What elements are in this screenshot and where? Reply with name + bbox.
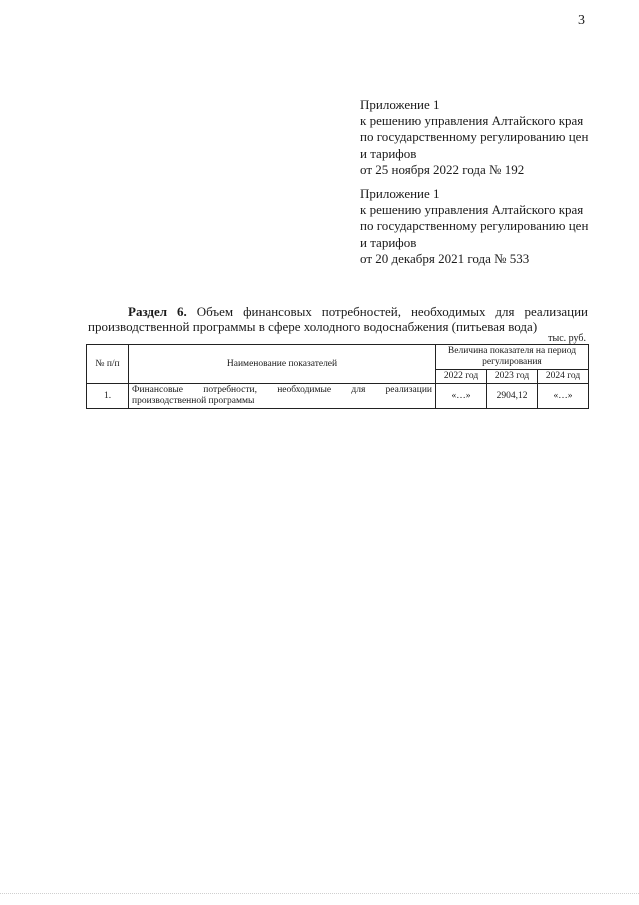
header-num: № п/п [87, 345, 129, 384]
appendix-line: Приложение 1 [360, 186, 440, 201]
section-title-part1: Объем финансовых потребностей, необходимых для реализации [196, 304, 588, 319]
appendix-line: к решению управления Алтайского края [360, 113, 584, 129]
appendix-line: по государственному регулированию цен [360, 129, 589, 145]
appendix-current [360, 97, 588, 178]
header-year: 2023 год [487, 370, 538, 384]
header-year: 2022 год [436, 370, 487, 384]
header-name: Наименование показателей [129, 345, 436, 384]
table-header-row [87, 345, 589, 370]
appendix-line: от 25 ноября 2022 года № 192 [360, 161, 525, 177]
header-year: 2024 год [538, 370, 589, 384]
appendix-previous [360, 186, 588, 267]
header-period-group: Величина показателя на период регулирования [436, 345, 589, 370]
appendix-line: и тарифов [360, 234, 417, 250]
row-num: 1. [87, 384, 129, 409]
appendix-line: Приложение 1 [360, 97, 440, 112]
row-value: «…» [538, 384, 589, 409]
section-title-part2: производственной программы в сфере холодного водоснабжения (питьевая вода) [88, 319, 538, 334]
page-number: 3 [578, 13, 585, 28]
row-name: Финансовые потребности, необходимые для реализации производственной программы [129, 384, 436, 409]
section-label: Раздел 6. [128, 304, 187, 319]
section-title [88, 304, 588, 334]
page-bottom-edge [0, 893, 639, 894]
table-row [87, 384, 589, 409]
units-label: тыс. руб. [548, 333, 586, 344]
row-value: 2904,12 [487, 384, 538, 409]
appendix-line: к решению управления Алтайского края [360, 202, 584, 218]
appendix-line: и тарифов [360, 145, 417, 161]
appendix-line: по государственному регулированию цен [360, 218, 589, 234]
row-value: «…» [436, 384, 487, 409]
appendix-line: от 20 декабря 2021 года № 533 [360, 250, 530, 266]
finance-table [86, 344, 589, 409]
